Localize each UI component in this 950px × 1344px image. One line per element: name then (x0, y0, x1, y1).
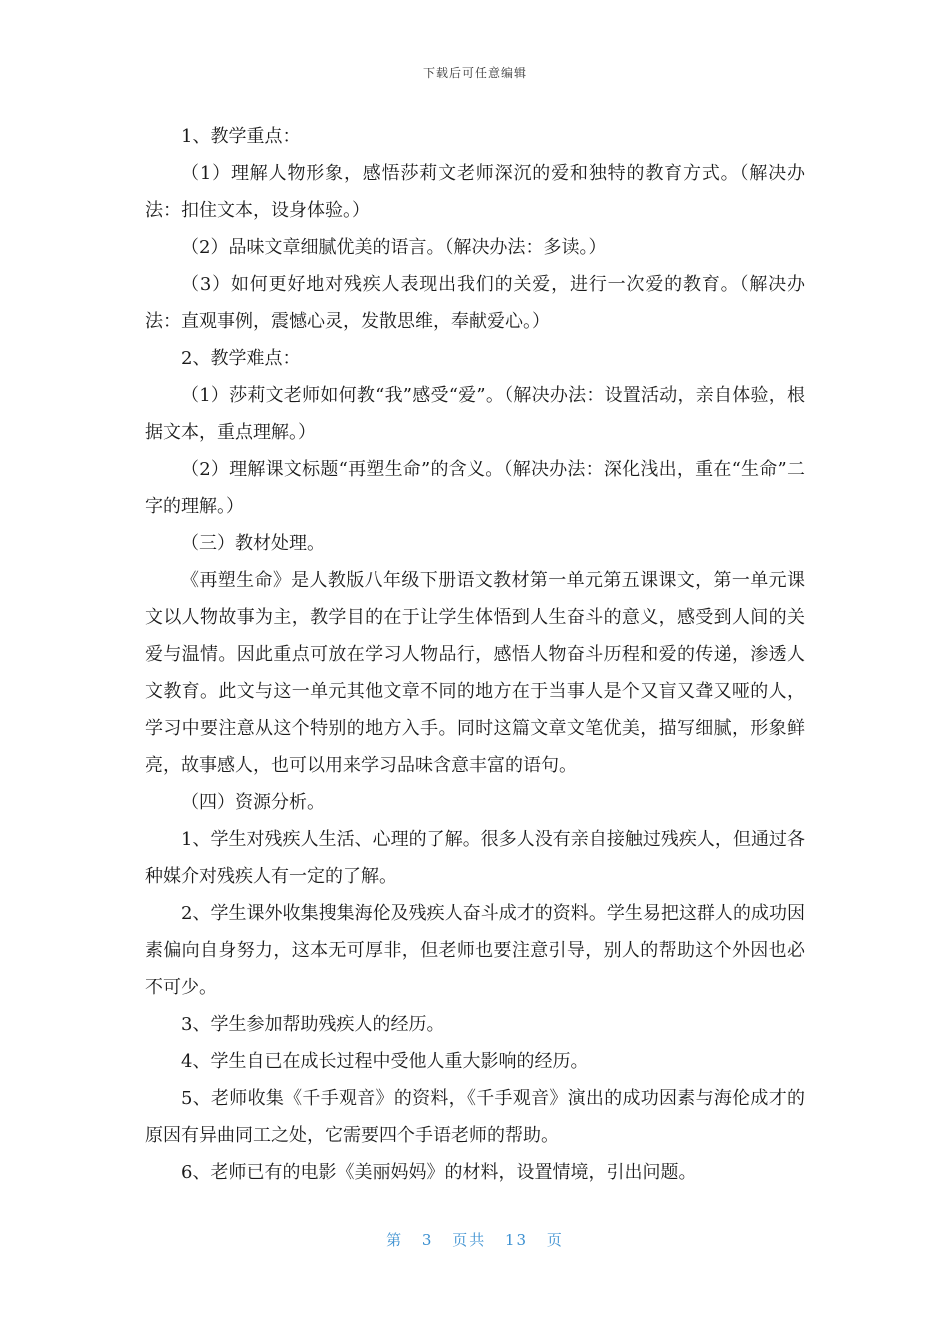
paragraph-difficulty-2: （2）理解课文标题“再塑生命”的含义。（解决办法：深化浅出，重在“生命”二字的理解。） (145, 459, 805, 517)
paragraph-material-body: 《再塑生命》是人教版八年级下册语文教材第一单元第五课课文，第一单元课文以人物故事为主，教学目的在于让学生体悟到人生奋斗的意义，感受到人间的关爱与温情。因此重点可放在学习人物品行，感悟人物奋斗历程和爱的传递，渗透人文教育。此文与这一单元其他文章不同的地方在于当事人是个又盲又聋又哑的人，学习中要注意从这个特别的地方入手。同时这篇文章文笔优美，描写细腻，形象鲜亮，故事感人，也可以用来学习品味含意丰富的语句。 (145, 570, 805, 776)
paragraph-focus-3: （3）如何更好地对残疾人表现出我们的关爱，进行一次爱的教育。（解决办法：直观事例，震憾心灵，发散思维，奉献爱心。） (145, 274, 805, 332)
paragraph-resource-3: 3、学生参加帮助残疾人的经历。 (181, 1014, 445, 1035)
paragraph-resource-4: 4、学生自已在成长过程中受他人重大影响的经历。 (181, 1051, 589, 1072)
page-number-footer: 第 3 页共 13 页 (386, 1231, 564, 1249)
paragraph-resource-6: 6、老师已有的电影《美丽妈妈》的材料，设置情境，引出问题。 (181, 1162, 697, 1183)
paragraph-resource-heading: （四）资源分析。 (181, 792, 325, 813)
paragraph-resource-2: 2、学生课外收集搜集海伦及残疾人奋斗成才的资料。学生易把这群人的成功因素偏向自身努力，这本无可厚非，但老师也要注意引导，别人的帮助这个外因也必不可少。 (145, 903, 805, 998)
paragraph-material-heading: （三）教材处理。 (181, 533, 325, 554)
paragraph-resource-1: 1、学生对残疾人生活、心理的了解。很多人没有亲自接触过残疾人，但通过各种媒介对残疾人有一定的了解。 (145, 829, 805, 887)
paragraph-teaching-difficulty-heading: 2、教学难点： (181, 348, 301, 369)
paragraph-teaching-focus-heading: 1、教学重点： (181, 126, 301, 147)
paragraph-difficulty-1: （1）莎莉文老师如何教“我”感受“爱”。（解决办法：设置活动，亲自体验，根据文本，重点理解。） (145, 385, 805, 443)
paragraph-focus-2: （2）品味文章细腻优美的语言。（解决办法：多读。） (181, 237, 607, 258)
paragraph-focus-1: （1）理解人物形象，感悟莎莉文老师深沉的爱和独特的教育方式。（解决办法：扣住文本，设身体验。） (145, 163, 805, 221)
paragraph-resource-5: 5、老师收集《千手观音》的资料，《千手观音》演出的成功因素与海伦成才的原因有异曲同工之处，它需要四个手语老师的帮助。 (145, 1088, 805, 1146)
page-header: 下载后可任意编辑 (422, 66, 527, 80)
document-body (145, 118, 805, 1191)
